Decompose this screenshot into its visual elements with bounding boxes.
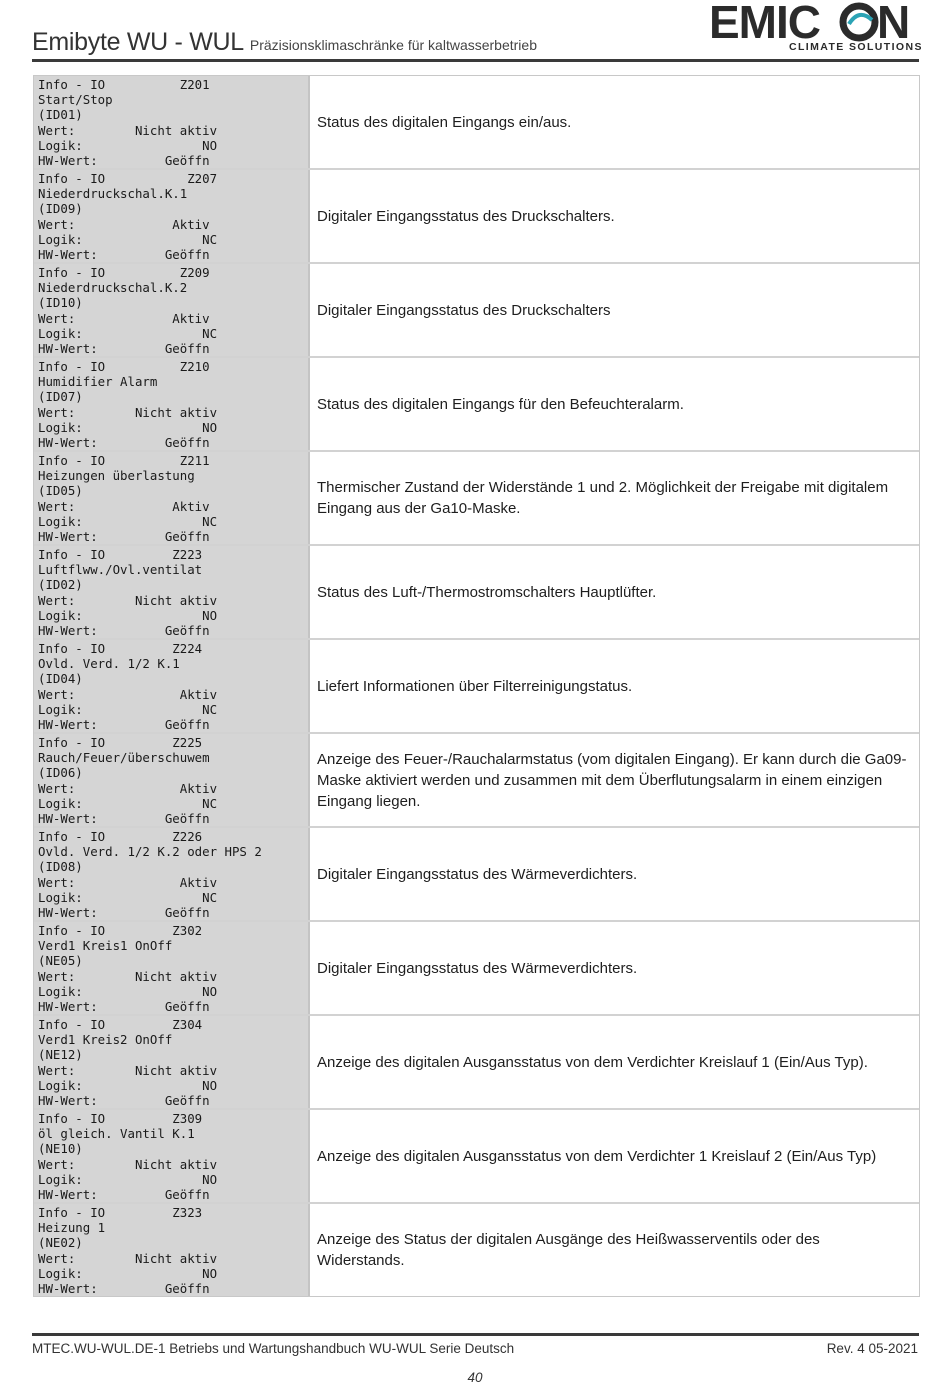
screen-line: Humidifier Alarm [38,374,158,390]
screen-line: Info - IO Z323 [38,1205,203,1220]
row-description [310,170,919,262]
screen-line: (ID07) [38,389,83,405]
description-text: Digitaler Eingangsstatus des Wärmeverdichters. [317,959,638,977]
screen-line: Logik: NC [38,325,218,341]
screen-line: Wert: Nicht aktiv [38,404,218,420]
controller-screen [34,546,310,638]
controller-screen [34,76,310,168]
screen-line: HW-Wert: Geöffn [38,246,210,262]
screen-line: Logik: NO [38,983,218,999]
screen-line: HW-Wert: Geöffn [38,1186,210,1202]
table-row [34,1110,919,1204]
screen-line: HW-Wert: Geöffn [38,1092,210,1108]
description-text: Anzeige des digitalen Ausgansstatus von dem Verdichter Kreislauf 1 (Ein/Aus Typ). [317,1053,868,1071]
screen-line: Ovld. Verd. 1/2 K.1 [38,656,180,672]
screen-line: (NE12) [38,1047,83,1063]
screen-line: HW-Wert: Geöffn [38,1280,210,1296]
screen-line: Info - IO Z309 [38,1111,203,1126]
screen-line: (NE02) [38,1235,83,1251]
emicon-logo [709,0,921,56]
screen-line: (ID05) [38,483,83,499]
controller-screen [34,264,310,356]
screen-line: Wert: Nicht aktiv [38,592,218,608]
screen-line: HW-Wert: Geöffn [38,434,210,450]
screen-line: HW-Wert: Geöffn [38,528,210,544]
screen-line: Logik: NO [38,137,218,153]
screen-line: Wert: Aktiv [38,780,218,796]
screen-line: Logik: NO [38,607,218,623]
screen-line: Wert: Nicht aktiv [38,1250,218,1266]
screen-line: Wert: Aktiv [38,498,210,514]
header-rule [32,59,919,62]
screen-line: (ID01) [38,107,83,123]
description-text: Status des digitalen Eingangs ein/aus. [317,113,572,131]
controller-screen [34,170,310,262]
screen-line: (ID06) [38,765,83,781]
table-row [34,1204,919,1296]
description-text: Anzeige des digitalen Ausgansstatus von dem Verdichter 1 Kreislauf 2 (Ein/Aus Typ) [317,1147,877,1165]
page-number: 40 [467,1370,483,1385]
screen-line: Info - IO Z201 [38,77,210,92]
screen-line: Verd1 Kreis2 OnOff [38,1032,173,1048]
table-row [34,734,919,828]
table-row [34,358,919,452]
screen-line: Wert: Nicht aktiv [38,122,218,138]
table-row [34,640,919,734]
screen-line: HW-Wert: Geöffn [38,810,210,826]
screen-line: (ID09) [38,201,83,217]
controller-screen [34,734,310,826]
screen-line: Luftflww./Ovl.ventilat [38,562,203,578]
table-row [34,452,919,546]
screen-line: Info - IO Z223 [38,547,203,562]
description-text: Digitaler Eingangsstatus des Druckschalters. [317,207,615,225]
screen-line: Logik: NC [38,513,218,529]
controller-screen [34,1110,310,1202]
emicon-logo-mark [709,0,921,56]
screen-line: Wert: Nicht aktiv [38,1156,218,1172]
screen-line: Niederdruckschal.K.2 [38,280,188,296]
screen-line: Logik: NC [38,701,218,717]
product-name: Emibyte WU - WUL [32,28,244,56]
screen-line: Info - IO Z302 [38,923,203,938]
screen-line: (NE05) [38,953,83,969]
screen-line: Wert: Aktiv [38,216,210,232]
screen-line: Info - IO Z211 [38,453,210,468]
row-description [310,828,919,920]
screen-line: Info - IO Z226 [38,829,203,844]
document-title [32,28,537,57]
screen-line: (ID10) [38,295,83,311]
row-description [310,264,919,356]
description-text: Status des digitalen Eingangs für den Befeuchteralarm. [317,395,684,413]
screen-line: HW-Wert: Geöffn [38,716,210,732]
screen-line: Logik: NO [38,1265,218,1281]
footer-document-id: MTEC.WU-WUL.DE-1 Betriebs und Wartungshandbuch WU-WUL Serie Deutsch [32,1341,515,1356]
svg-text:N: N [877,0,911,48]
screen-line: (ID02) [38,577,83,593]
description-text: Anzeige des Feuer-/Rauchalarmstatus (vom digitalen Eingang). Er kann durch die Ga09-Maske aktiviert werden und zusammen mit dem Überflutungsalarm in einem einzigen Eingang liegen. [317,750,907,810]
description-text: Thermischer Zustand der Widerstände 1 und 2. Möglichkeit der Freigabe mit digitalem Eingang aus der Ga10-Maske. [317,479,889,517]
screen-line: Logik: NO [38,1171,218,1187]
screen-line: HW-Wert: Geöffn [38,340,210,356]
screen-line: HW-Wert: Geöffn [38,998,210,1014]
screen-line: Info - IO Z225 [38,735,203,750]
table-row [34,76,919,170]
controller-screen [34,1204,310,1296]
table-row [34,1016,919,1110]
description-text: Liefert Informationen über Filterreinigungstatus. [317,677,633,695]
screen-line: Heizung 1 [38,1220,106,1236]
screen-line: Info - IO Z210 [38,359,210,374]
screen-line: Heizungen überlastung [38,468,195,484]
controller-screen [34,452,310,544]
screen-line: (ID04) [38,671,83,687]
screen-line: Logik: NO [38,419,218,435]
screen-line: Info - IO Z207 [38,171,218,186]
screen-line: Info - IO Z224 [38,641,203,656]
row-description [310,1016,919,1108]
description-text: Digitaler Eingangsstatus des Wärmeverdichters. [317,865,638,883]
controller-screen [34,922,310,1014]
screen-line: Wert: Nicht aktiv [38,968,218,984]
screen-line: öl gleich. Vantil K.1 [38,1126,195,1142]
description-text: Status des Luft-/Thermostromschalters Hauptlüfter. [317,583,657,601]
footer-revision: Rev. 4 05-2021 [826,1341,918,1356]
table-row [34,828,919,922]
screen-line: HW-Wert: Geöffn [38,152,210,168]
info-io-table [33,75,920,1297]
row-description [310,452,919,544]
table-row [34,264,919,358]
svg-text:EMIC: EMIC [709,0,820,48]
screen-line: HW-Wert: Geöffn [38,904,210,920]
screen-line: Wert: Aktiv [38,874,218,890]
screen-line: Wert: Nicht aktiv [38,1062,218,1078]
row-description [310,76,919,168]
screen-line: (ID08) [38,859,83,875]
row-description [310,1110,919,1202]
screen-line: (NE10) [38,1141,83,1157]
row-description [310,546,919,638]
table-row [34,546,919,640]
description-text: Anzeige des Status der digitalen Ausgänge des Heißwasserventils oder des Widerstands. [317,1231,820,1269]
screen-line: Ovld. Verd. 1/2 K.2 oder HPS 2 [38,844,262,860]
screen-line: Info - IO Z304 [38,1017,203,1032]
screen-line: Niederdruckschal.K.1 [38,186,188,202]
screen-line: Logik: NC [38,795,218,811]
svg-text:CLIMATE SOLUTIONS: CLIMATE SOLUTIONS [789,41,921,53]
screen-line: Logik: NC [38,231,218,247]
row-description [310,922,919,1014]
screen-line: Logik: NC [38,889,218,905]
screen-line: Logik: NO [38,1077,218,1093]
controller-screen [34,1016,310,1108]
row-description [310,358,919,450]
row-description [310,1204,919,1296]
table-row [34,922,919,1016]
footer-rule [32,1333,919,1336]
controller-screen [34,358,310,450]
screen-line: HW-Wert: Geöffn [38,622,210,638]
row-description [310,734,919,826]
description-text: Digitaler Eingangsstatus des Druckschalters [317,301,611,319]
screen-line: Start/Stop [38,92,113,108]
screen-line: Info - IO Z209 [38,265,210,280]
controller-screen [34,640,310,732]
row-description [310,640,919,732]
screen-line: Wert: Aktiv [38,686,218,702]
table-row [34,170,919,264]
document-subtitle: Präzisionsklimaschränke für kaltwasserbetrieb [249,37,537,53]
screen-line: Wert: Aktiv [38,310,210,326]
screen-line: Rauch/Feuer/überschuwem [38,750,210,766]
controller-screen [34,828,310,920]
screen-line: Verd1 Kreis1 OnOff [38,938,173,954]
